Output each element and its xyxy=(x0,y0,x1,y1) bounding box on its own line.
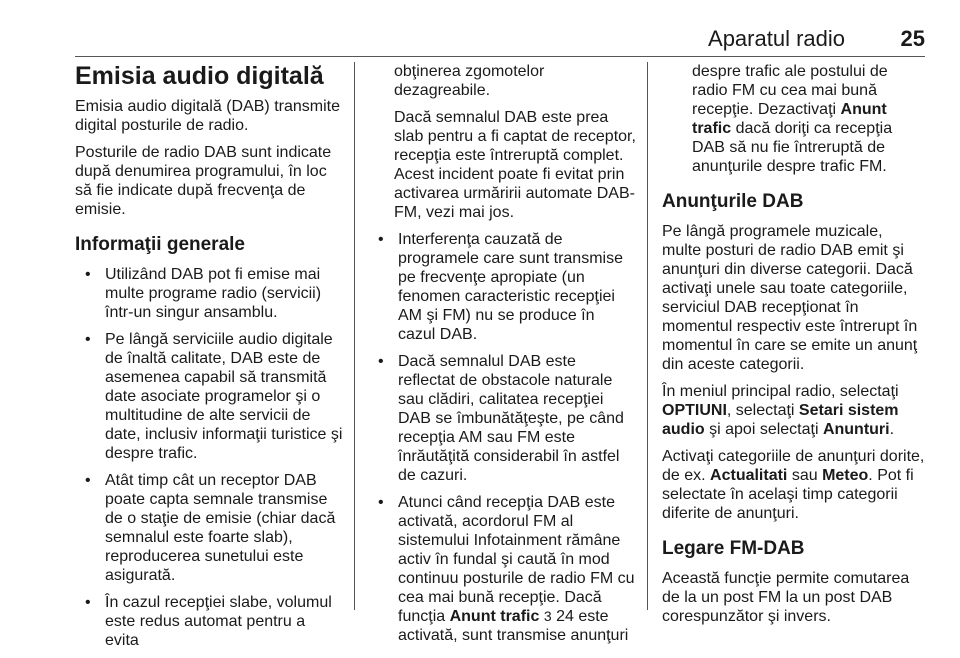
paragraph: despre trafic ale postului de radio FM cu cea mai bună recepţie. Dezactivaţi Anunt trafic dacă doriţi ca recepţia DAB să nu fie întreruptă de anunţurile despre trafic FM. xyxy=(692,63,893,175)
paragraph: Această funcţie permite comutarea de la un post FM la un post DAB corespunzător şi invers. xyxy=(662,570,910,625)
paragraph: Dacă semnalul DAB este prea slab pentru a fi captat de receptor, recepţia este întreruptă complet. Acest incident poate fi evitat prin activarea urmăririi automate DAB-FM, vezi mai jos. xyxy=(394,109,636,221)
list-item: • Utilizând DAB pot fi emise mai multe programe radio (servicii) într-un singur ansamblu. xyxy=(75,265,343,322)
list-item: • Atât timp cât un receptor DAB poate capta semnale transmise de o staţie de emisie (chiar dacă semnalul este foarte slab), reproducerea sunetului este asigurată. xyxy=(75,471,343,585)
paragraph: Posturile de radio DAB sunt indicate după denumirea programului, în loc să fie indicate după frecvenţa de emisie. xyxy=(75,144,332,218)
paragraph: Activaţi categoriile de anunţuri dorite, de ex. Actualitati sau Meteo. Pot fi selectate în acelaşi timp categorii diferite de anunţuri. xyxy=(662,448,925,522)
subheading: Anunţurile DAB xyxy=(662,191,804,212)
menu-option-name: Anunt trafic xyxy=(692,101,887,137)
paragraph: În meniul principal radio, selectaţi OPTIUNI, selectaţi Setari sistem audio şi apoi selectaţi Anunturi. xyxy=(662,383,899,438)
list-item: • Pe lângă serviciile audio digitale de înaltă calitate, DAB este de asemenea capabil să transmită date asociate programelor şi o multitudine de alte servicii de date, inclusiv informaţii turistice şi despre trafic. xyxy=(75,330,343,463)
menu-option-name: Anunt trafic xyxy=(449,608,540,625)
column-1 xyxy=(75,62,343,658)
list-item: • Interferenţa cauzată de programele care sunt transmise pe frecvenţe apropiate (un fenomen caracteristic recepţiei AM şi FM) nu se produce în cazul DAB. xyxy=(368,230,636,344)
column-3 xyxy=(662,62,926,634)
main-heading: Emisia audio digitală xyxy=(75,62,324,90)
paragraph: Emisia audio digitală (DAB) transmite digital posturile de radio. xyxy=(75,98,340,134)
header-rule xyxy=(75,56,925,57)
list-item: • Atunci când recepţia DAB este activată, acordorul FM al sistemului Infotainment rămâne activ în fundal şi caută în mod continuu posturile de radio FM cu cea mai bună recepţie. Dacă funcţia Anunt trafic 3 24 este activată, sunt transmise anunţuri xyxy=(368,493,636,645)
cross-reference-arrow-icon: 3 xyxy=(543,608,552,624)
bullet-list xyxy=(368,230,636,645)
section-title: Aparatul radio xyxy=(708,26,845,51)
subheading: Legare FM-DAB xyxy=(662,538,805,559)
column-divider-2 xyxy=(647,62,648,610)
list-item: • Dacă semnalul DAB este reflectat de obstacole naturale sau clădiri, calitatea recepţiei DAB se îmbunătăţeşte, pe când recepţia AM sau FM este înrăutăţită considerabil în astfel de cazuri. xyxy=(368,352,636,485)
paragraph: obţinerea zgomotelor dezagreabile. xyxy=(394,63,545,99)
page-header xyxy=(75,26,925,52)
list-item: • În cazul recepţiei slabe, volumul este redus automat pentru a evita xyxy=(75,593,343,650)
column-divider-1 xyxy=(354,62,355,610)
column-2 xyxy=(368,62,636,653)
subheading: Informaţii generale xyxy=(75,234,245,255)
paragraph: Pe lângă programele muzicale, multe posturi de radio DAB emit şi anunţuri din diverse categorii. Dacă activaţi unele sau toate categoriile, serviciul DAB recepţionat în momentul respectiv este întrerupt în momentul în care se emite un anunţ din aceste categorii. xyxy=(662,223,918,373)
page-number: 25 xyxy=(900,26,925,51)
bullet-list xyxy=(75,265,343,650)
